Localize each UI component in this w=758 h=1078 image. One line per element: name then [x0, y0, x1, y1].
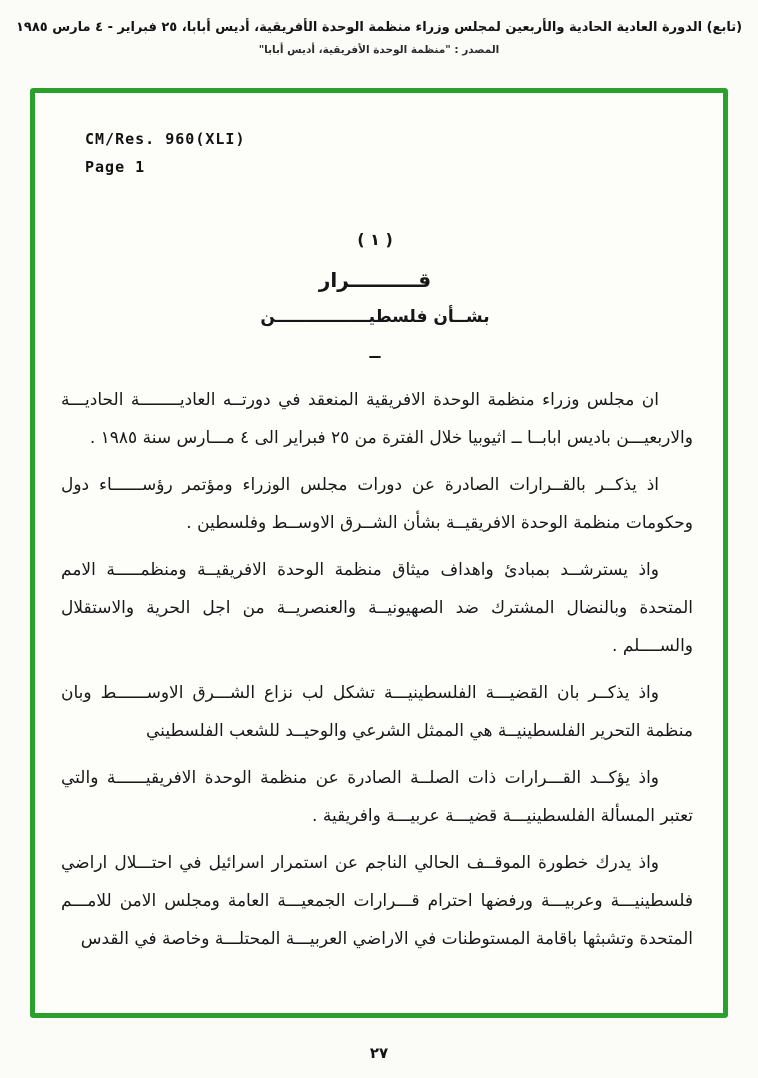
doc-reference: CM/Res. 960(XLI) [85, 130, 246, 148]
body-paragraph: اذ يذكــر بالقــرارات الصادرة عن دورات مجلس الوزراء ومؤتمر رؤســــــاء دول وحكومات منظمة الوحدة الافريقيــة بشأن الشــرق الاوســط وفلسطين . [61, 475, 693, 533]
doc-page-label: Page 1 [85, 158, 146, 176]
body-paragraph: واذ يدرك خطورة الموقــف الحالي الناجم عن استمرار اسرائيل في احتـــلال اراضي فلسطينيـــة وعربيـــة ورفضها احترام قـــرارات الجمعيـــة العامة ومجلس الامن للامـــم المتحدة وتشبثها باقامة المستوطنات في الاراضي العربيـــة المحتلـــة وخاصة في القدس [61, 853, 693, 949]
document-header [0, 0, 758, 56]
body-paragraph: ان مجلس وزراء منظمة الوحدة الافريقية المنعقد في دورتــه العاديــــــــة الحاديـــة والاربعيـــن باديس ابابــا ــ اثيوبيا خلال الفترة من ٢٥ فبراير الى ٤ مـــارس سنة ١٩٨٥ . [61, 390, 693, 448]
separator-dash: ــ [369, 343, 381, 362]
body-paragraph: واذ يؤكــد القـــرارات ذات الصلــة الصادرة عن منظمة الوحدة الافريقيــــــة والتي تعتبر المسألة الفلسطينيـــة قضيـــة عربيـــة وافريقية . [61, 768, 693, 826]
resolution-title: قــــــــــرار [318, 268, 432, 292]
document-frame [30, 88, 728, 1018]
body-paragraph: واذ يسترشــد بمبادئ واهداف ميثاق منظمة الوحدة الافريقيــة ومنظمـــــة الامم المتحدة وبالنضال المشترك ضد الصهيونيــة والعنصريــة من اجل الحرية والاستقلال والســــلم . [61, 560, 693, 656]
doc-reference-block [85, 129, 699, 177]
resolution-body [51, 381, 699, 958]
body-paragraph: واذ يذكــر بان القضيـــة الفلسطينيـــة تشكل لب نزاع الشـــرق الاوســــــط وبان منظمة التحرير الفلسطينيــة هي الممثل الشرعي والوحيــد للشعب الفلسطيني [61, 683, 693, 741]
page-number: ٢٧ [369, 1044, 389, 1062]
resolution-subject: بشــأن فلسطيــــــــــــــــن [260, 307, 490, 327]
header-session-line: (تابع) الدورة العادية الحادية والأربعين لمجلس وزراء منظمة الوحدة الأفريقية، أديس أبابا، ٢٥ فبراير - ٤ مارس ١٩٨٥ [15, 20, 743, 35]
item-number: ( ١ ) [357, 230, 393, 249]
header-source-line: المصدر : "منظمة الوحدة الأفريقية، أديس أبابا" [258, 44, 500, 56]
